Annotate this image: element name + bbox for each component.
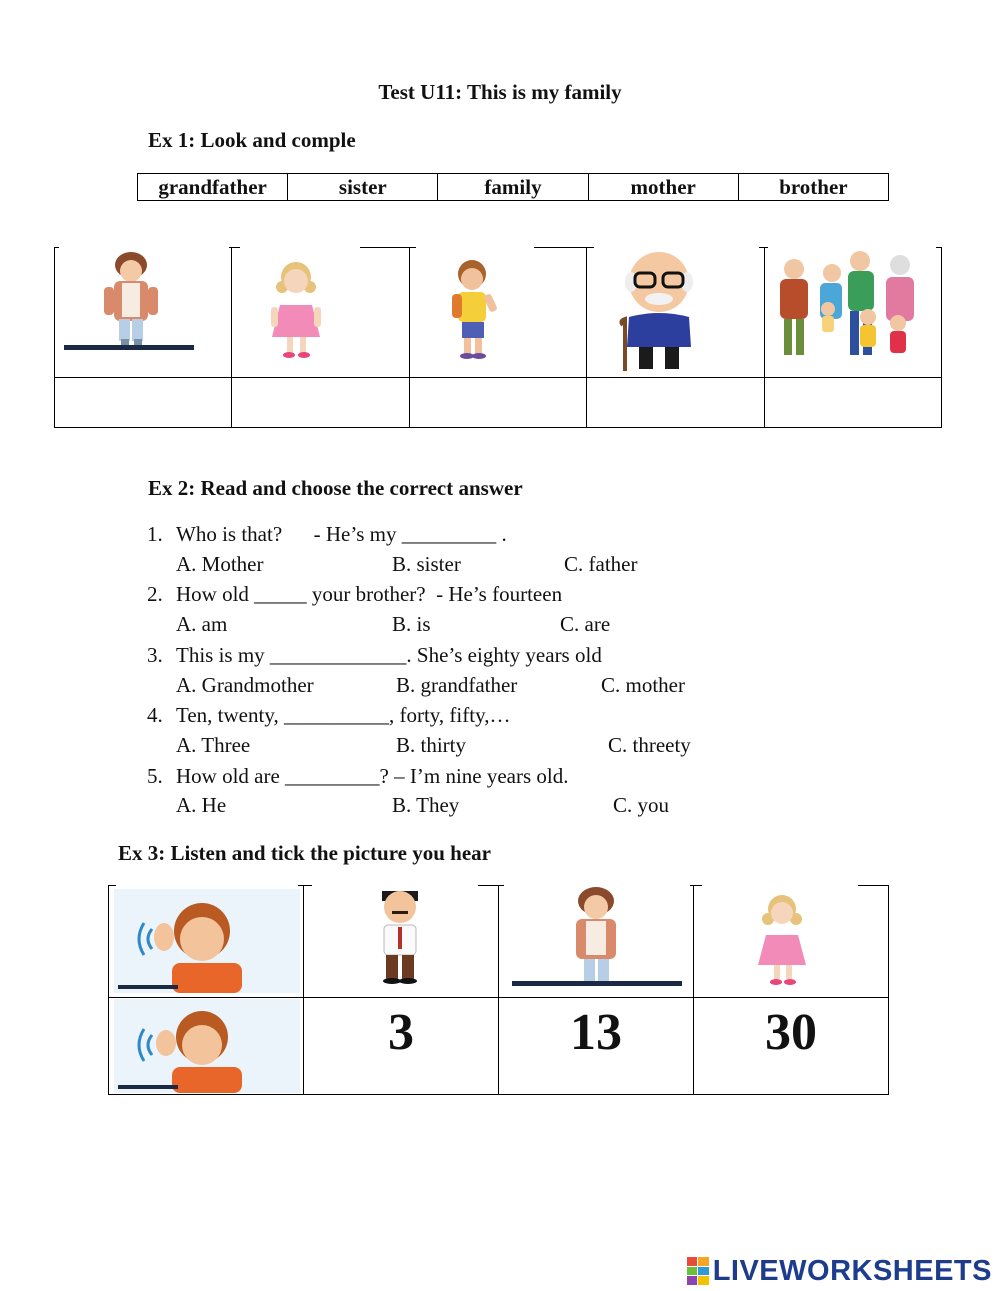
option-b[interactable]: B. sister xyxy=(392,552,461,576)
logo-mark-icon xyxy=(687,1257,709,1285)
woman-icon xyxy=(59,247,229,375)
option-c[interactable]: C. mother xyxy=(601,673,685,697)
grandfather-icon xyxy=(599,247,759,375)
word-bank-item: brother xyxy=(738,174,888,200)
word-bank-item: family xyxy=(437,174,587,200)
question-text: Who is that? - He’s my _________ . xyxy=(176,522,507,546)
ex2-heading: Ex 2: Read and choose the correct answer xyxy=(148,476,523,500)
family-icon xyxy=(768,247,936,375)
question-text: How old _____ your brother? - He’s fourteen xyxy=(176,582,563,606)
ex3-picture-grid xyxy=(108,885,889,1095)
woman-icon xyxy=(504,885,690,993)
option-b[interactable]: B. They xyxy=(392,793,460,817)
option-a[interactable]: A. Mother xyxy=(176,552,264,576)
option-b[interactable]: B. grandfather xyxy=(396,673,518,697)
question-text: Ten, twenty, __________, forty, fifty,… xyxy=(176,703,511,727)
boy-icon xyxy=(416,252,581,374)
option-a[interactable]: A. Three xyxy=(176,733,251,757)
option-a[interactable]: A. Grandmother xyxy=(176,673,314,697)
man-icon xyxy=(308,889,494,993)
girl-icon xyxy=(244,255,394,373)
ex3-heading: Ex 3: Listen and tick the picture you hear xyxy=(118,841,491,865)
question-number: 4. xyxy=(147,703,163,727)
number-13[interactable]: 13 xyxy=(570,1004,622,1061)
option-c[interactable]: C. you xyxy=(613,793,670,817)
number-3[interactable]: 3 xyxy=(388,1004,414,1061)
logo-text: LIVEWORKSHEETS xyxy=(712,1254,992,1287)
question-number: 1. xyxy=(147,522,163,546)
girl-icon xyxy=(700,889,886,993)
option-a[interactable]: A. He xyxy=(176,793,227,817)
option-c[interactable]: C. threety xyxy=(608,733,691,757)
ex1-picture-grid xyxy=(54,247,942,428)
question-number: 5. xyxy=(147,764,163,788)
word-bank-item: sister xyxy=(287,174,437,200)
option-a[interactable]: A. am xyxy=(176,612,228,636)
question-text: This is my _____________. She’s eighty years old xyxy=(176,643,602,667)
question-text: How old are _________? – I’m nine years old. xyxy=(176,764,569,788)
option-c[interactable]: C. father xyxy=(564,552,638,576)
liveworksheets-logo xyxy=(687,1254,992,1288)
number-30[interactable]: 30 xyxy=(765,1004,817,1061)
ex1-heading: Ex 1: Look and comple xyxy=(148,128,356,152)
option-b[interactable]: B. thirty xyxy=(396,733,467,757)
word-bank-item: mother xyxy=(588,174,738,200)
listening-boy-icon xyxy=(114,999,300,1093)
word-bank-item: grandfather xyxy=(158,175,267,199)
option-c[interactable]: C. are xyxy=(560,612,611,636)
question-number: 2. xyxy=(147,582,163,606)
question-number: 3. xyxy=(147,643,163,667)
word-bank xyxy=(137,173,889,201)
listening-boy-icon xyxy=(114,889,300,993)
page-title: Test U11: This is my family xyxy=(378,80,622,104)
option-b[interactable]: B. is xyxy=(392,612,431,636)
